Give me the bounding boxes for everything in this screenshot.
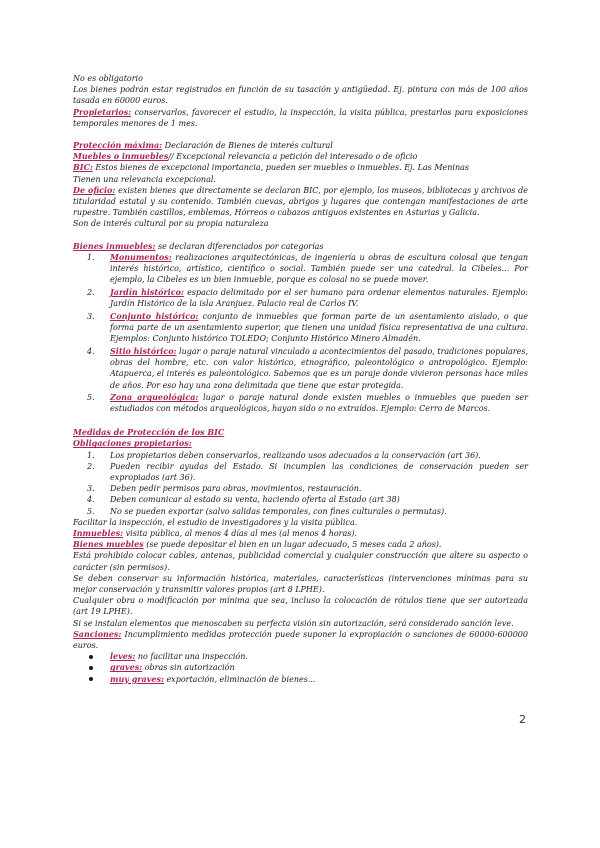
item-text: realizaciones arquitectónicas, de ingeniería u obras de escultura colosal que tengan interés histórico, artístico, científico o social. También puede ser una catedral. la Cibeles... Por ejemplo, la Cibeles es un bien inmueble, porque es colosal no se puede mover. xyxy=(110,252,528,285)
list-item xyxy=(73,311,528,345)
list-item xyxy=(73,674,528,685)
item-number: 2. xyxy=(87,461,95,471)
max-protection-line xyxy=(73,140,528,151)
immovables-visit-label: Inmuebles: xyxy=(73,528,124,539)
prohibited-paragraph: Está prohibido colocar cables, antenas, publicidad comercial y cualquier construcción que altere su aspecto o carácter (sin permisos). xyxy=(73,551,528,572)
sanctions-line xyxy=(73,629,528,651)
item-text: conjunto de inmuebles que forman parte de un asentamiento aislado, o que forma parte de un asentamiento superior, que tienen una unidad física representativa de una cultura. Ejemplos: Conjunto histórico TOLEDO; Conjunto Histórico Minero Almadén. xyxy=(110,311,528,344)
item-text: Deben comunicar al estado su venta, haciendo oferta al Estado (art 38) xyxy=(110,495,400,505)
spacer xyxy=(73,230,528,241)
immovables-list xyxy=(73,252,528,415)
list-item xyxy=(73,346,528,391)
immovables-visit-line xyxy=(73,528,528,539)
immovables-text: se declaran diferenciados por categorías xyxy=(155,241,324,251)
bullet-icon xyxy=(89,666,93,670)
facilitate-line: Facilitar la inspección, el estudio de investigadores y la visita pública. xyxy=(73,517,358,527)
movables-line xyxy=(73,151,528,162)
bullet-label: graves: xyxy=(110,662,143,673)
sanctions-label: Sanciones: xyxy=(73,628,122,639)
ex-officio-label: De oficio: xyxy=(73,184,116,195)
bic-line xyxy=(73,162,528,173)
installed-line: Si se instalan elementos que menoscaben su perfecta visión sin autorización, será considerado sanción leve. xyxy=(73,618,514,628)
item-number: 1. xyxy=(87,252,95,262)
bullet-icon xyxy=(89,655,93,659)
movables-text: // Excepcional relevancia a petición del interesado o de oficio xyxy=(168,152,418,162)
bullet-label: muy graves: xyxy=(110,673,164,684)
movables-label: Muebles o inmuebles xyxy=(73,151,169,162)
list-item xyxy=(73,450,528,461)
bic-label: BIC: xyxy=(73,162,93,173)
ex-officio-paragraph xyxy=(73,185,528,219)
conserve-paragraph: Se deben conservar su información histórica, materiales, características (intervenciones mínimas para su mejor conservación y transmitir valores propios (art 8 LPHE). xyxy=(73,573,528,595)
max-protection-label: Protección máxima: xyxy=(73,140,163,151)
immovables-label: Bienes inmuebles: xyxy=(73,240,156,251)
item-text: Pueden recibir ayudas del Estado. Si incumplen las condiciones de conservación pueden ser expropiados (art 36). xyxy=(110,461,528,482)
max-protection-text: Declaración de Bienes de interés cultural xyxy=(162,141,333,151)
measures-title-text: Medidas de Protección de los BIC xyxy=(73,427,225,438)
list-item xyxy=(73,651,528,662)
owners-text: conservarlos, favorecer el estudio, la inspección, la visita pública, prestarlos para exposiciones temporales menores de 1 mes. xyxy=(73,107,528,128)
list-item xyxy=(73,392,528,414)
bullet-text: exportación, eliminación de bienes... xyxy=(163,674,316,684)
sanctions-list xyxy=(73,651,528,685)
intro-line-2: Los bienes podrán estar registrados en función de su tasación y antigüedad. Ej. pintura con más de 100 años tasada en 60000 euros. xyxy=(73,85,528,106)
item-text: espacio delimitado por el ser humano para ordenar elementos naturales. Ejemplo: Jardín Histórico de la isla Aranjuez. Palacio real de Carlos IV. xyxy=(110,287,528,309)
page-content xyxy=(73,73,528,685)
item-text: Deben pedir permisos para obras, movimientos, restauración. xyxy=(110,484,362,494)
movables-visit-text: (se puede depositar el bien en un lugar adecuado, 5 meses cada 2 años). xyxy=(143,540,442,550)
list-item xyxy=(73,252,528,286)
item-label: Jardín histórico: xyxy=(110,286,184,297)
list-item xyxy=(73,461,528,483)
any-work-line: Cualquier obra o modificación por mínima que sea, incluso la colocación de rótulos tiene que ser autorizada (art 19 LPHE). xyxy=(73,596,528,617)
item-label: Conjunto histórico: xyxy=(110,310,199,321)
ex-officio-text: existen bienes que directamente se declaran BIC, por ejemplo, los museos, bibliotecas y archivos de titularidad estatal y su contenido. También cuevas, abrigos y lugares que contengan manifestaciones de arte rupestre. También castillos, emblemas, Hórreos o cabazos antiguos existentes en Asturias y Galicia. xyxy=(73,185,528,218)
owners-label: Propietarios: xyxy=(73,106,132,117)
page-number: 2 xyxy=(519,713,526,726)
obligations-list xyxy=(73,450,528,517)
bullet-icon xyxy=(89,677,93,681)
spacer xyxy=(73,416,528,427)
bullet-text: obras sin autorización xyxy=(142,663,235,673)
item-number: 3. xyxy=(87,311,95,321)
spacer xyxy=(73,129,528,140)
movables-visit-line xyxy=(73,539,528,550)
list-item xyxy=(73,287,528,309)
item-number: 2. xyxy=(87,287,95,297)
natural-line: Son de interés cultural por su propia naturaleza xyxy=(73,219,269,229)
list-item xyxy=(73,494,528,505)
list-item xyxy=(73,506,528,517)
relevance-line: Tienen una relevancia excepcional. xyxy=(73,174,216,184)
item-text: lugar o paraje natural donde existen muebles o inmuebles que pueden ser estudiados con métodos arqueológicos, hayan sido o no extraídos. Ejemplo: Cerro de Marcos. xyxy=(110,393,528,414)
bullet-text: no facilitar una inspección. xyxy=(135,652,248,662)
item-label: Monumentos: xyxy=(110,251,172,262)
list-item xyxy=(73,483,528,494)
item-number: 5. xyxy=(87,393,95,403)
item-number: 3. xyxy=(87,484,95,494)
obligations-heading xyxy=(73,438,528,449)
item-label: Sitio histórico: xyxy=(110,345,177,356)
immovables-visit-text: visita pública, al menos 4 días al mes (al menos 4 horas). xyxy=(123,529,358,539)
item-text: No se pueden exportar (salvo salidas temporales, con fines culturales o permutas). xyxy=(110,506,447,516)
bic-text: Estos bienes de excepcional importancia, pueden ser muebles o inmuebles. Ej. Las Meninas xyxy=(92,163,469,173)
bullet-label: leves: xyxy=(110,651,136,662)
intro-line-1: No es obligatorio xyxy=(73,74,143,83)
item-label: Zona arqueológica: xyxy=(110,392,199,403)
movables-visit-label: Bienes muebles xyxy=(73,539,144,550)
list-item xyxy=(73,662,528,673)
item-number: 4. xyxy=(87,346,95,356)
item-text: lugar o paraje natural vinculado a acontecimientos del pasado, tradiciones populares, obras del hombre, etc. con valor histórico, etnográfico, paleontológico o antropológico. Ejemplo: Atapuerca, el interés es paleontológico. Sabemos que es un paraje donde vivieron personas hace miles de años. Por eso hay una zona delimitada que tiene que estar protegida. xyxy=(110,346,528,390)
immovables-heading xyxy=(73,241,528,252)
item-number: 1. xyxy=(87,450,95,460)
obligations-label: Obligaciones propietarios: xyxy=(73,438,192,449)
item-text: Los propietarios deben conservarlos, realizando usos adecuados a la conservación (art 36). xyxy=(110,450,481,460)
item-number: 5. xyxy=(87,506,95,516)
item-number: 4. xyxy=(87,495,95,505)
owners-paragraph xyxy=(73,107,528,129)
measures-title xyxy=(73,427,528,438)
sanctions-text: Incumplimiento medidas protección puede suponer la expropiación o sanciones de 60000-600000 euros. xyxy=(73,629,528,651)
